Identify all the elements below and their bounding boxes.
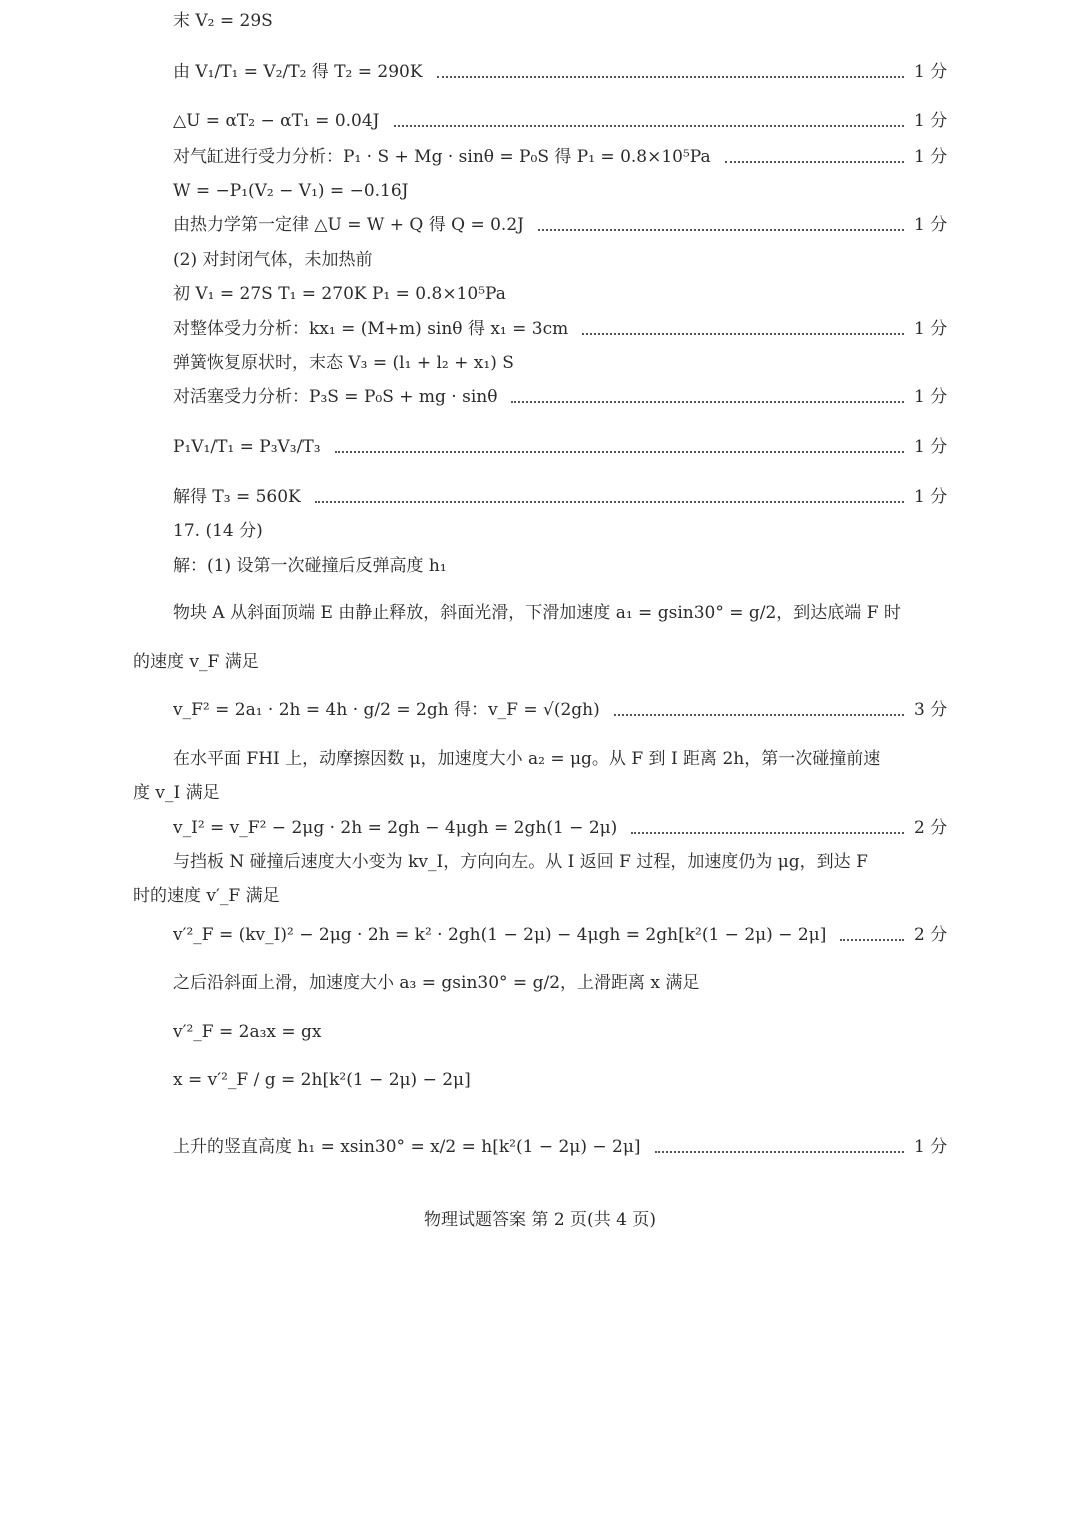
dot-leader (840, 939, 904, 941)
dot-leader (394, 125, 904, 127)
line-text: 时的速度 v′_F 满足 (133, 886, 280, 906)
score-mark: 1 分 (914, 1137, 948, 1157)
dot-leader (614, 714, 904, 716)
line-text: x = v′²_F / g = 2h[k²(1 − 2μ) − 2μ] (173, 1070, 471, 1090)
line-text: 物块 A 从斜面顶端 E 由静止释放，斜面光滑，下滑加速度 a₁ = gsin30° = g/2，到达底端 F 时 (173, 603, 901, 623)
line-text: 初 V₁ = 27S T₁ = 270K P₁ = 0.8×10⁵Pa (173, 284, 506, 304)
score-mark: 1 分 (914, 215, 948, 235)
solution-line (0, 549, 1080, 583)
line-text: 对整体受力分析：kx₁ = (M+m) sinθ 得 x₁ = 3cm (173, 319, 569, 339)
solution-line (0, 645, 1080, 679)
dot-leader (335, 451, 904, 453)
solution-line (0, 693, 1080, 727)
line-text: 的速度 v_F 满足 (133, 652, 259, 672)
line-text: P₁V₁/T₁ = P₃V₃/T₃ (173, 437, 321, 457)
dot-leader (582, 333, 904, 335)
line-text: 对活塞受力分析：P₃S = P₀S + mg · sinθ (173, 387, 498, 407)
solution-line (0, 1130, 1080, 1164)
solution-line (0, 208, 1080, 242)
line-text: 弹簧恢复原状时，末态 V₃ = (l₁ + l₂ + x₁) S (173, 353, 514, 373)
solution-line (0, 1015, 1080, 1049)
solution-line (0, 346, 1080, 380)
line-text: v_F² = 2a₁ · 2h = 4h · g/2 = 2gh 得：v_F = √(2gh) (173, 700, 600, 720)
solution-line (0, 140, 1080, 174)
dot-leader (631, 832, 904, 834)
score-mark: 1 分 (914, 387, 948, 407)
line-text: △U = αT₂ − αT₁ = 0.04J (173, 111, 380, 131)
score-mark: 1 分 (914, 62, 948, 82)
solution-line (0, 845, 1080, 879)
dot-leader (315, 501, 904, 503)
line-text: 上升的竖直高度 h₁ = xsin30° = x/2 = h[k²(1 − 2μ) − 2μ] (173, 1137, 641, 1157)
line-text: 由 V₁/T₁ = V₂/T₂ 得 T₂ = 290K (173, 62, 423, 82)
solution-line (0, 596, 1080, 630)
solution-line (0, 430, 1080, 464)
solution-line (0, 312, 1080, 346)
solution-line (0, 918, 1080, 952)
line-text: v′²_F = 2a₃x = gx (173, 1022, 322, 1042)
line-text: 度 v_I 满足 (133, 783, 220, 803)
score-mark: 1 分 (914, 437, 948, 457)
solution-line (0, 966, 1080, 1000)
line-text: 17. (14 分) (173, 521, 263, 541)
solution-line (0, 55, 1080, 89)
solution-line (0, 514, 1080, 548)
line-text: 末 V₂ = 29S (173, 11, 273, 31)
solution-line (0, 380, 1080, 414)
line-text: 在水平面 FHI 上，动摩擦因数 μ，加速度大小 a₂ = μg。从 F 到 I 距离 2h，第一次碰撞前速 (173, 749, 881, 769)
line-text: 解：(1) 设第一次碰撞后反弹高度 h₁ (173, 556, 447, 576)
line-text: 解得 T₃ = 560K (173, 487, 301, 507)
dot-leader (655, 1151, 904, 1153)
line-text: 之后沿斜面上滑，加速度大小 a₃ = gsin30° = g/2，上滑距离 x 满足 (173, 973, 700, 993)
solution-line (0, 4, 1080, 38)
solution-line (0, 879, 1080, 913)
solution-line (0, 742, 1080, 776)
page-footer: 物理试题答案 第 2 页(共 4 页) (424, 1210, 656, 1230)
score-mark: 1 分 (914, 147, 948, 167)
solution-line (0, 277, 1080, 311)
line-text: 与挡板 N 碰撞后速度大小变为 kv_I，方向向左。从 I 返回 F 过程，加速度仍为 μg，到达 F (173, 852, 868, 872)
line-text: 对气缸进行受力分析：P₁ · S + Mg · sinθ = P₀S 得 P₁ = 0.8×10⁵Pa (173, 147, 711, 167)
solution-line (0, 243, 1080, 277)
solution-line (0, 776, 1080, 810)
score-mark: 3 分 (914, 700, 948, 720)
solution-line (0, 811, 1080, 845)
line-text: 由热力学第一定律 △U = W + Q 得 Q = 0.2J (173, 215, 524, 235)
score-mark: 1 分 (914, 319, 948, 339)
line-text: v_I² = v_F² − 2μg · 2h = 2gh − 4μgh = 2gh(1 − 2μ) (173, 818, 618, 838)
dot-leader (538, 229, 904, 231)
solution-line (0, 1063, 1080, 1097)
solution-line (0, 104, 1080, 138)
score-mark: 1 分 (914, 111, 948, 131)
dot-leader (437, 76, 904, 78)
dot-leader (725, 161, 904, 163)
solution-line (0, 174, 1080, 208)
score-mark: 1 分 (914, 487, 948, 507)
score-mark: 2 分 (914, 818, 948, 838)
line-text: v′²_F = (kv_I)² − 2μg · 2h = k² · 2gh(1 − 2μ) − 4μgh = 2gh[k²(1 − 2μ) − 2μ] (173, 925, 827, 945)
line-text: (2) 对封闭气体，未加热前 (173, 250, 373, 270)
line-text: W = −P₁(V₂ − V₁) = −0.16J (173, 181, 409, 201)
solution-line (0, 480, 1080, 514)
dot-leader (511, 401, 904, 403)
score-mark: 2 分 (914, 925, 948, 945)
